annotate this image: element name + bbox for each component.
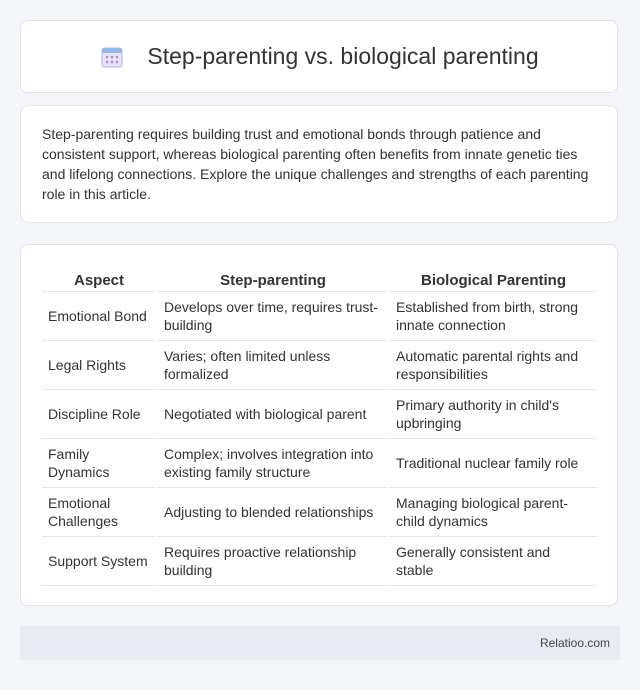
table-row [42, 292, 597, 341]
page-title: Step-parenting vs. biological parenting [147, 43, 539, 69]
table-row [42, 341, 597, 390]
table-row [42, 390, 597, 439]
table-cell: Family Dynamics [42, 439, 156, 488]
table-cell: Managing biological parent-child dynamics [390, 488, 597, 537]
table-cell: Requires proactive relationship building [158, 537, 388, 586]
table-cell: Varies; often limited unless formalized [158, 341, 388, 390]
table-cell: Negotiated with biological parent [158, 390, 388, 439]
table-row [42, 439, 597, 488]
table-row [42, 488, 597, 537]
table-card [20, 244, 618, 606]
footer [20, 626, 620, 660]
table-cell: Traditional nuclear family role [390, 439, 597, 488]
table-cell: Develops over time, requires trust-building [158, 292, 388, 341]
intro-card [20, 105, 618, 223]
table-cell: Adjusting to blended relationships [158, 488, 388, 537]
calendar-icon [99, 44, 125, 70]
table-cell: Legal Rights [42, 341, 156, 390]
table-cell: Emotional Challenges [42, 488, 156, 537]
column-header: Biological Parenting [390, 267, 597, 292]
column-header: Step-parenting [158, 267, 388, 292]
table-cell: Primary authority in child's upbringing [390, 390, 597, 439]
table-row [42, 537, 597, 586]
footer-site-link[interactable]: Relatioo.com [539, 636, 610, 650]
title-card [20, 20, 618, 93]
table-cell: Established from birth, strong innate connection [390, 292, 597, 341]
table-cell: Discipline Role [42, 390, 156, 439]
column-header: Aspect [42, 267, 156, 292]
table-header-row [42, 267, 597, 292]
intro-text: Step-parenting requires building trust and emotional bonds through patience and consistent support, whereas biological parenting often benefits from innate genetic ties and lifelong connections. Explore the unique challenges and strengths of each parenting role in this article. [42, 126, 589, 202]
table-cell: Generally consistent and stable [390, 537, 597, 586]
table-cell: Emotional Bond [42, 292, 156, 341]
table-cell: Support System [42, 537, 156, 586]
comparison-table [40, 267, 599, 586]
table-cell: Automatic parental rights and responsibilities [390, 341, 597, 390]
table-cell: Complex; involves integration into existing family structure [158, 439, 388, 488]
